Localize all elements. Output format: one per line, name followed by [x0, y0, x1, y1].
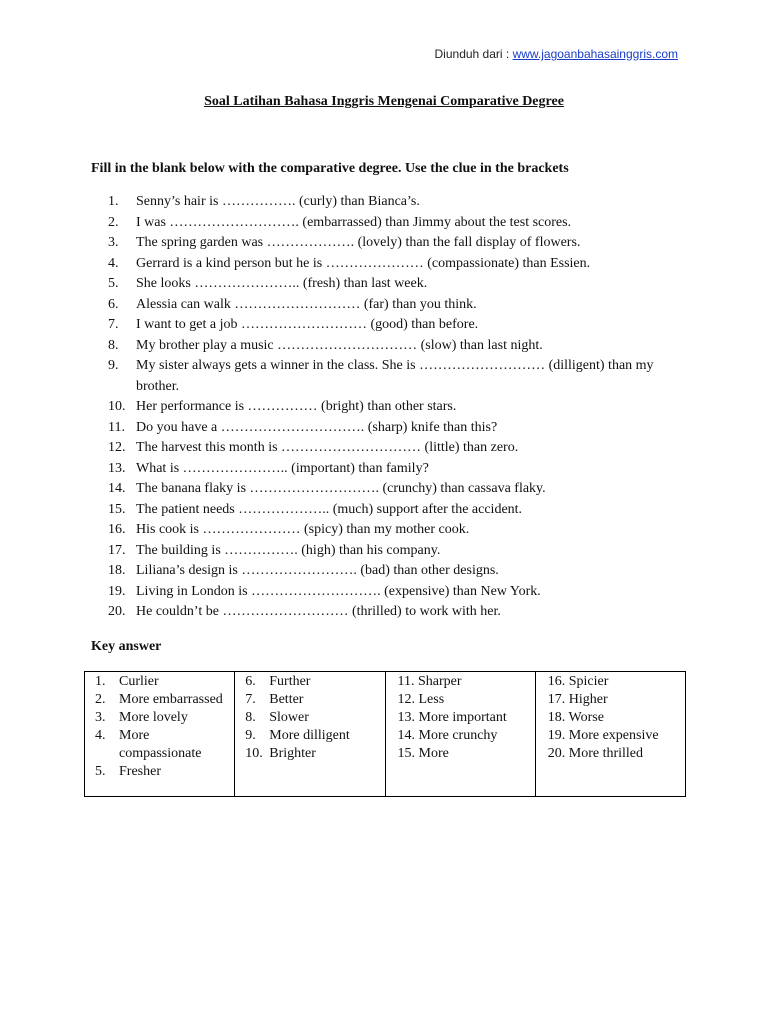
exercise-item [108, 479, 688, 500]
document-title: Soal Latihan Bahasa Inggris Mengenai Comparative Degree [204, 94, 564, 109]
key-answer-item [85, 709, 234, 727]
key-answer-item [536, 745, 685, 763]
exercise-item [108, 459, 688, 480]
key-answer-item [386, 709, 535, 727]
key-answer-text: More dilligent [269, 728, 350, 743]
exercise-number: 3. [108, 235, 119, 250]
exercise-item [108, 274, 688, 295]
key-answer-item [235, 691, 384, 709]
key-answer-text: More important [418, 710, 507, 725]
exercise-number: 17. [108, 542, 126, 558]
exercise-number: 10. [108, 399, 126, 414]
source-label: Diunduh dari : [434, 47, 513, 61]
exercise-number: 5. [108, 276, 119, 291]
key-answer-text: More lovely [119, 710, 188, 725]
key-answer-number: 7. [245, 692, 256, 707]
key-answer-item [85, 763, 234, 781]
exercise-text: The spring garden was ………………. (lovely) than the fall display of flowers. [136, 235, 581, 250]
exercise-number: 14. [108, 481, 126, 496]
exercise-item [108, 336, 688, 357]
key-answer-table [84, 671, 686, 797]
exercise-list [108, 192, 688, 623]
exercise-text: Liliana’s design is ……………………. (bad) than other designs. [136, 563, 499, 578]
key-answer-item [386, 691, 535, 709]
exercise-text: She looks ………………….. (fresh) than last week. [136, 276, 428, 291]
key-answer-column [385, 672, 535, 797]
key-answer-column [535, 672, 685, 797]
key-answer-column [235, 672, 385, 797]
exercise-number: 8. [108, 337, 119, 353]
exercise-text: What is ………………….. (important) than family? [136, 460, 429, 476]
exercise-text: Senny’s hair is ……………. (curly) than Bianca’s. [136, 194, 420, 209]
exercise-number: 4. [108, 255, 119, 271]
key-answer-item [536, 673, 685, 691]
key-answer-text: Curlier [119, 674, 159, 689]
key-answer-number: 14. [397, 728, 415, 743]
key-answer-item [85, 673, 234, 691]
key-answer-number: 20. [547, 746, 566, 761]
key-answer-item [85, 727, 234, 763]
exercise-text: Her performance is …………… (bright) than other stars. [136, 399, 457, 414]
exercise-text: My brother play a music ………………………… (slow) than last night. [136, 337, 543, 353]
exercise-item [108, 541, 688, 562]
exercise-item [108, 315, 688, 336]
exercise-item [108, 418, 688, 439]
key-answer-number: 6. [245, 674, 256, 689]
exercise-number: 12. [108, 440, 126, 455]
key-answer-text: Better [269, 692, 304, 707]
exercise-number: 2. [108, 214, 119, 230]
exercise-item [108, 233, 688, 254]
key-answer-text: More crunchy [418, 728, 498, 743]
exercise-number: 15. [108, 501, 126, 517]
key-answer-text: Sharper [417, 674, 462, 689]
key-answer-text: Worse [568, 710, 604, 725]
key-answer-item [235, 727, 384, 745]
instruction-text: Fill in the blank below with the comparative degree. Use the clue in the brackets [91, 161, 569, 176]
exercise-text: I want to get a job ……………………… (good) than before. [136, 317, 479, 332]
exercise-text: The harvest this month is ………………………… (little) than zero. [136, 440, 519, 455]
exercise-number: 19. [108, 583, 126, 599]
exercise-text: The patient needs ……………….. (much) support after the accident. [136, 501, 523, 517]
exercise-item [108, 602, 688, 623]
key-answer-heading: Key answer [91, 639, 162, 654]
key-answer-item [536, 691, 685, 709]
key-answer-item [85, 691, 234, 709]
key-answer-text: Further [269, 674, 311, 689]
key-answer-number: 3. [95, 710, 106, 725]
exercise-text: I was ………………………. (embarrassed) than Jimmy about the test scores. [136, 214, 572, 230]
exercise-item [108, 213, 688, 234]
key-answer-text: More compassionate [119, 728, 202, 761]
key-answer-text: More expensive [568, 728, 659, 743]
key-answer-item [386, 745, 535, 763]
key-answer-number: 2. [95, 692, 106, 707]
key-answer-text: Slower [269, 710, 309, 725]
key-answer-number: 17. [547, 692, 566, 707]
source-line [435, 47, 678, 61]
key-answer-item [386, 673, 535, 691]
exercise-text: Living in London is ………………………. (expensive) than New York. [136, 583, 541, 599]
exercise-number: 7. [108, 317, 119, 332]
exercise-number: 11. [108, 419, 125, 435]
exercise-text: Do you have a …………………………. (sharp) knife than this? [136, 419, 498, 435]
key-answer-text: More embarrassed [119, 692, 223, 707]
key-answer-column [85, 672, 235, 797]
key-answer-text: Fresher [119, 764, 161, 779]
key-answer-number: 13. [397, 710, 415, 725]
exercise-item [108, 438, 688, 459]
exercise-text: Alessia can walk ……………………… (far) than you think. [136, 296, 477, 312]
exercise-item [108, 520, 688, 541]
key-answer-number: 19. [547, 728, 566, 743]
source-link[interactable]: www.jagoanbahasainggris.com [512, 47, 678, 61]
key-answer-number: 9. [245, 728, 256, 743]
exercise-text: My sister always gets a winner in the class. She is ……………………… (dilligent) than my brother. [136, 358, 654, 394]
key-answer-text: Spicier [568, 674, 609, 689]
key-answer-text: Higher [568, 692, 608, 707]
key-answer-text: More thrilled [568, 746, 644, 761]
key-answer-number: 18. [547, 710, 566, 725]
key-answer-number: 16. [547, 674, 566, 689]
exercise-item [108, 192, 688, 213]
key-answer-number: 10. [245, 746, 263, 761]
key-answer-number: 11. [397, 674, 415, 689]
exercise-item [108, 500, 688, 521]
exercise-item [108, 582, 688, 603]
key-answer-text: Less [418, 692, 445, 707]
exercise-text: He couldn’t be ……………………… (thrilled) to work with her. [136, 604, 501, 619]
exercise-item [108, 397, 688, 418]
exercise-number: 16. [108, 522, 126, 537]
key-answer-number: 8. [245, 710, 256, 725]
key-answer-item [386, 727, 535, 745]
exercise-number: 20. [108, 604, 126, 619]
exercise-number: 9. [108, 358, 119, 373]
key-answer-item [235, 745, 384, 763]
key-answer-item [536, 727, 685, 745]
exercise-text: His cook is ………………… (spicy) than my mother cook. [136, 522, 470, 537]
key-answer-item [235, 673, 384, 691]
exercise-text: Gerrard is a kind person but he is ………………… (compassionate) than Essien. [136, 255, 591, 271]
exercise-text: The building is ……………. (high) than his company. [136, 542, 441, 558]
exercise-number: 6. [108, 296, 119, 312]
key-answer-text: More [418, 746, 449, 761]
key-answer-text: Brighter [269, 746, 316, 761]
key-answer-number: 4. [95, 728, 106, 743]
key-answer-item [536, 709, 685, 727]
exercise-item [108, 295, 688, 316]
key-answer-number: 15. [397, 746, 415, 761]
exercise-item [108, 254, 688, 275]
key-answer-item [235, 709, 384, 727]
exercise-number: 1. [108, 194, 119, 209]
key-answer-number: 5. [95, 764, 106, 779]
exercise-number: 13. [108, 460, 126, 476]
exercise-text: The banana flaky is ………………………. (crunchy) than cassava flaky. [136, 481, 546, 496]
key-answer-number: 12. [397, 692, 415, 707]
key-answer-number: 1. [95, 674, 106, 689]
exercise-number: 18. [108, 563, 126, 578]
exercise-item [108, 561, 688, 582]
exercise-item [108, 356, 688, 397]
